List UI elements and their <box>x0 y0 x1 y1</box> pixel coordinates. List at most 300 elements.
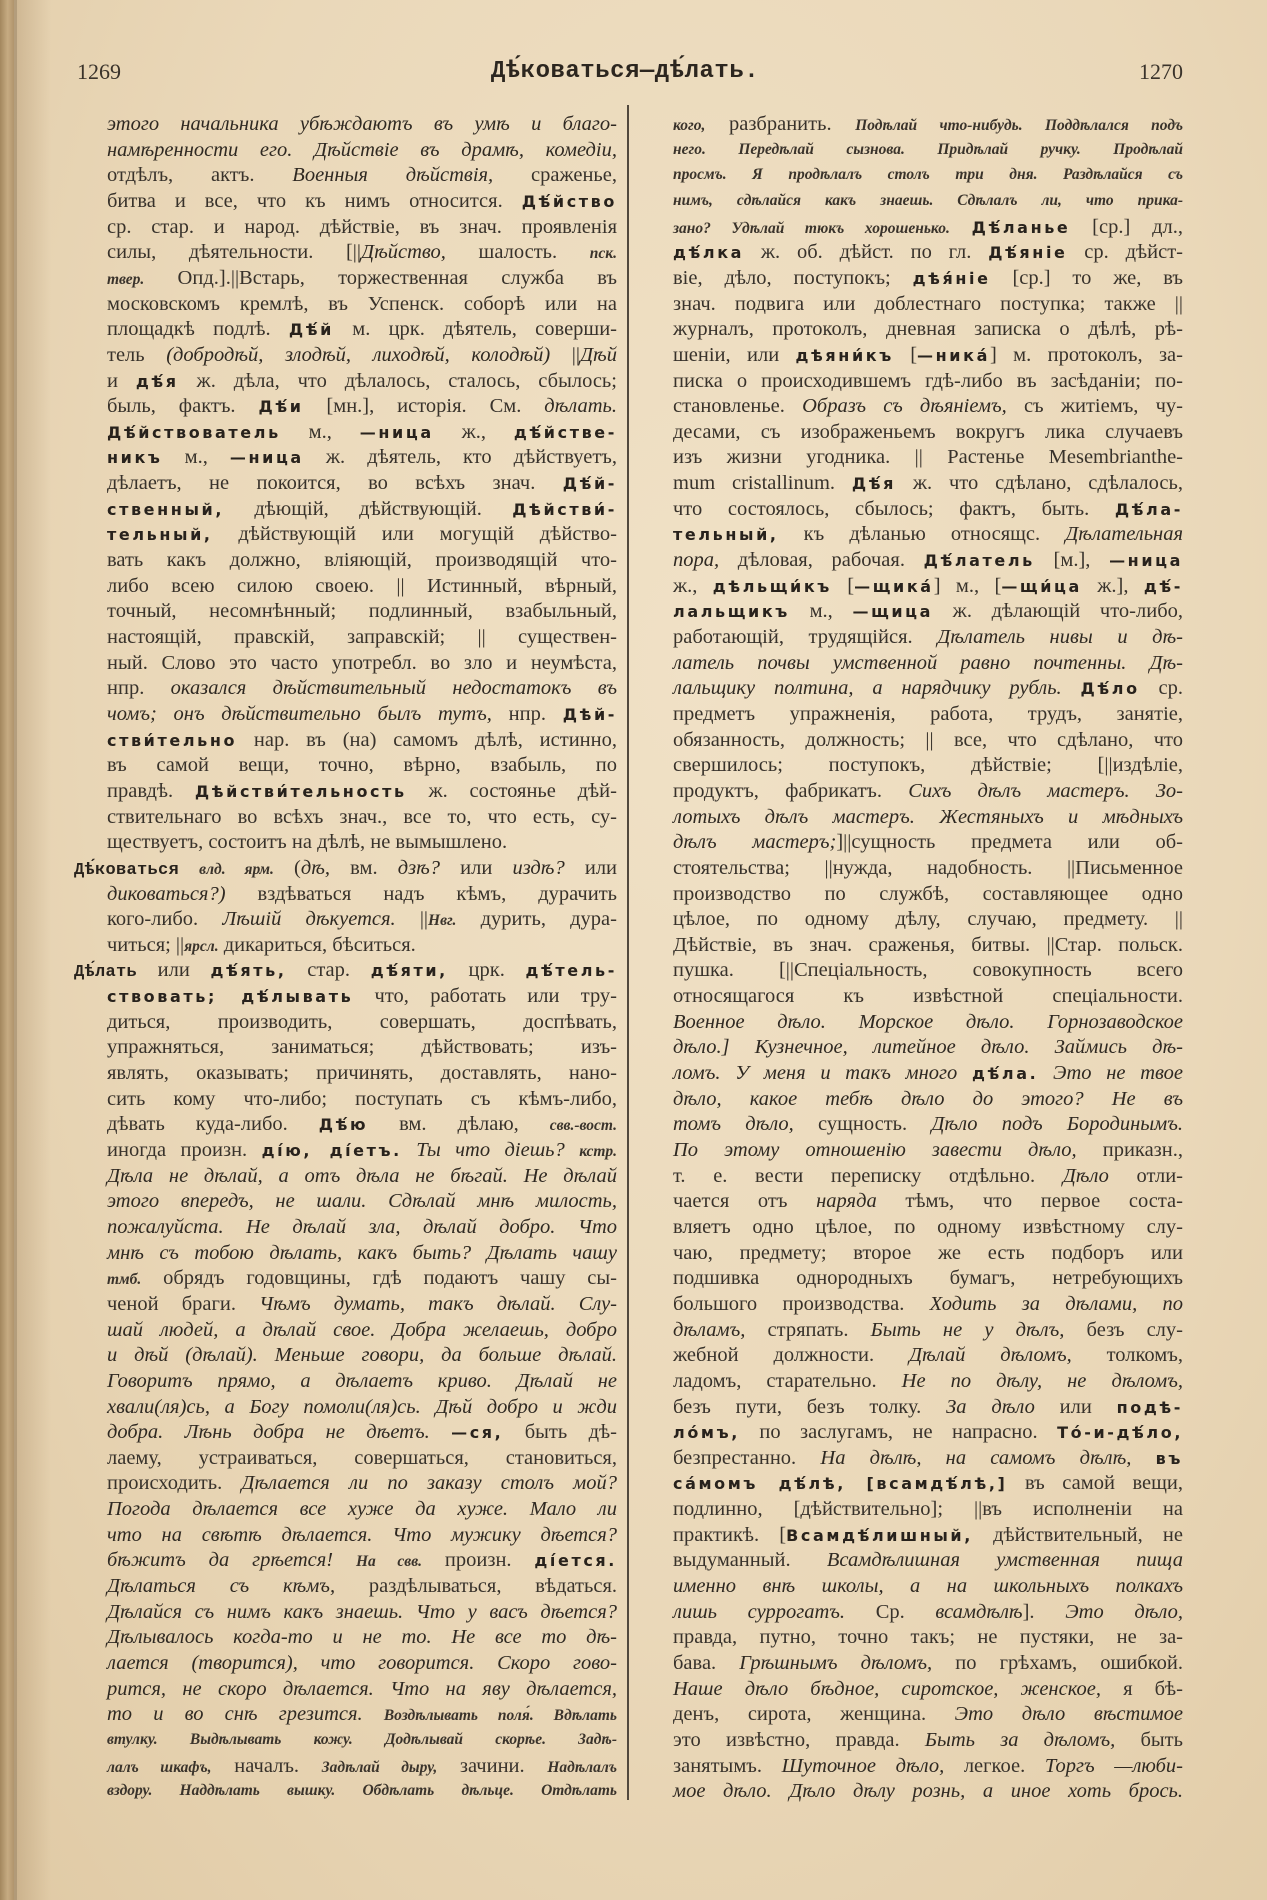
text-run: или <box>137 959 211 982</box>
text-line <box>673 1214 1183 1240</box>
text-line <box>74 855 617 881</box>
abbreviation: лалъ шкафъ, <box>107 1758 212 1776</box>
italic-example: Дѣлается ли по заказу столъ мой? <box>241 1472 618 1495</box>
text-run: ср. дѣйст- <box>1067 241 1184 264</box>
text-run: ( <box>273 856 301 879</box>
text-line <box>107 1573 617 1599</box>
text-line <box>673 1573 1183 1599</box>
headword: Дѣ́ла- <box>1114 499 1183 519</box>
headword: Всамдѣ́лишный, <box>786 1525 973 1545</box>
italic-example: шай людей, а дѣлай свое. Добра желаешь, добро <box>107 1318 617 1341</box>
text-line <box>107 1753 617 1779</box>
text-run: нпр. <box>107 677 171 700</box>
page-number-right: 1270 <box>1139 59 1183 84</box>
text-line <box>673 1701 1183 1727</box>
headword: стви́тельно <box>107 730 238 750</box>
text-line <box>107 1342 617 1368</box>
text-line <box>107 1265 617 1291</box>
text-run: журналъ, протоколъ, дневная записка о дѣлѣ, рѣ- <box>673 318 1183 341</box>
text-line <box>673 496 1183 522</box>
text-line <box>107 906 617 932</box>
abbreviation: вздору. Наддѣлать вышку. Обдѣлать дѣльце. Отдѣлать <box>107 1782 617 1800</box>
headword: Дѣйстви́тельность <box>194 781 407 801</box>
italic-example: что на свѣтѣ дѣлается. Что мужику дѣется? <box>107 1523 617 1546</box>
text-run: безпрестанно. <box>673 1446 821 1469</box>
gutter-shadow <box>17 0 51 1900</box>
italic-example: мое дѣло. Дѣло дѣлу рознь, а иное хоть брось. <box>673 1780 1183 1803</box>
page-title: Дѣ́коваться—дѣ́лать. <box>490 58 760 85</box>
italic-example: то и во снѣ грезится. <box>107 1703 363 1726</box>
text-run: дикариться, бѣситься. <box>218 933 416 956</box>
headword: дѣяни́къ <box>795 345 894 365</box>
italic-example: лается (творится), что говорится. Скоро гово- <box>107 1652 617 1674</box>
text-run: сраженье, <box>493 164 617 187</box>
headword: тельный, <box>673 525 779 545</box>
text-line <box>107 1060 617 1086</box>
text-run: продуктъ, фабрикатъ. <box>673 779 909 802</box>
text-line <box>107 265 617 291</box>
italic-example: Дѣло подъ Бородинымъ. <box>931 1113 1183 1136</box>
text-run: ] м. протоколъ, за- <box>989 343 1183 366</box>
text-run: чаю, предмету; второе же есть подборъ или <box>673 1241 1183 1264</box>
abbreviation: втулку. Выдѣлывать кожу. Додѣлывай скорѣе. Задѣ- <box>107 1730 617 1748</box>
headword: Дѣ́й <box>288 320 334 340</box>
text-run: или <box>440 856 513 879</box>
text-line <box>107 1137 617 1163</box>
text-line <box>107 214 617 240</box>
abbreviation: влд. ярм. <box>199 860 274 878</box>
italic-example: Быть не у дѣлъ, <box>870 1318 1065 1341</box>
text-line <box>673 727 1183 753</box>
text-line <box>107 1317 617 1343</box>
text-run: быть дѣ- <box>503 1421 617 1444</box>
text-line <box>673 1727 1183 1753</box>
abbreviation: зано? Удѣлай тюкъ хорошенько. <box>673 219 950 237</box>
headword: ді́ю, ді́етъ. <box>261 1141 402 1160</box>
column-divider <box>627 105 629 1800</box>
text-line <box>673 1240 1183 1266</box>
text-line <box>673 1650 1183 1676</box>
italic-example: Дѣлательная <box>1065 523 1183 546</box>
text-line <box>107 1240 617 1266</box>
headword: тельный, <box>107 525 213 545</box>
text-run: силы, дѣятельности. [|| <box>107 241 362 264</box>
italic-example: Военное дѣло. Морское дѣло. Горнозаводское <box>673 1010 1183 1033</box>
text-run: ж. дѣлающій что-либо, <box>933 600 1183 623</box>
headword: Дѣ́и <box>258 397 304 417</box>
text-line <box>673 675 1183 701</box>
text-line <box>107 1470 617 1496</box>
text-line <box>107 1034 617 1060</box>
headword: дѣ́ла. <box>972 1064 1039 1084</box>
text-line <box>107 1163 617 1189</box>
text-line <box>107 624 617 650</box>
text-line <box>107 1727 617 1753</box>
text-line <box>107 598 617 624</box>
text-line <box>673 265 1183 291</box>
text-run: площадкѣ подлѣ. <box>107 318 289 341</box>
text-run: большого производства. <box>673 1292 930 1315</box>
page-number-left: 1269 <box>77 59 121 84</box>
abbreviation: кого, <box>673 117 706 134</box>
headword: ствовать; дѣ́лывать <box>107 987 354 1007</box>
italic-example: дѣло, какое тебѣ дѣло до этого? Не въ <box>673 1087 1183 1110</box>
text-run: по грѣхамъ, ошибкой. <box>932 1652 1183 1674</box>
text-run: Опд.].||Встарь, торжественная служба въ <box>144 266 617 289</box>
text-run: ж. что сдѣлано, сдѣлалось, <box>896 472 1183 495</box>
entry-headword: Дѣ́коваться <box>74 860 180 880</box>
headword: Дѣ́ло <box>1080 679 1140 699</box>
text-run: по заслугамъ, не напрасно. <box>739 1421 1058 1444</box>
text-run: ж., <box>673 574 713 597</box>
text-line <box>107 188 617 214</box>
text-run: бава. <box>673 1652 740 1674</box>
text-line <box>107 727 617 753</box>
text-run: битва и все, что къ нимъ относится. <box>107 189 522 212</box>
headword: дѣ́я <box>135 371 179 391</box>
italic-example: диковаться?) <box>107 882 226 905</box>
right-column <box>673 111 1183 1811</box>
text-line <box>107 1111 617 1137</box>
text-line <box>673 650 1183 676</box>
italic-example: наряда <box>816 1190 877 1213</box>
text-line <box>107 547 617 573</box>
text-run <box>730 1036 755 1058</box>
text-line <box>673 1470 1183 1496</box>
headword: дѣ́йстве- <box>513 422 617 442</box>
italic-example: намѣренности его. Дѣйствіе въ драмѣ, комедіи, <box>107 138 617 161</box>
text-run: легкое. <box>944 1754 1045 1777</box>
text-line <box>107 752 617 778</box>
text-line <box>673 598 1183 624</box>
italic-example: Ходить за дѣлами, по <box>929 1292 1183 1315</box>
text-run <box>950 216 972 238</box>
text-run: ж. состоянье дѣй- <box>406 779 617 802</box>
italic-example: ломъ. У меня и такъ много <box>673 1062 958 1085</box>
headword: дѣ́- <box>1143 576 1183 596</box>
text-run: кого-либо. <box>107 908 223 931</box>
text-line <box>673 881 1183 907</box>
text-line <box>107 1291 617 1317</box>
text-run: началъ. <box>211 1754 322 1777</box>
italic-example: добра. Лѣнь добра не дѣетъ. <box>107 1421 430 1444</box>
italic-example: хвали(ля)сь, а Богу помоли(ля)сь. Дѣй добро и жди <box>107 1395 617 1418</box>
text-run: ]. <box>1022 1600 1066 1623</box>
italic-example: Дѣло <box>1062 1164 1109 1187</box>
text-line <box>107 1650 617 1676</box>
text-line <box>673 291 1183 317</box>
text-line <box>107 1086 617 1112</box>
italic-example: Грѣшнымъ дѣломъ, <box>739 1652 933 1674</box>
italic-example: дѣламъ, <box>673 1318 746 1341</box>
text-run: подшивка однородныхъ бумагъ, нетребующихъ <box>673 1267 1183 1290</box>
headword: То́-и-дѣ́ло, <box>1057 1423 1183 1443</box>
text-run: десами, съ изображеньемъ вокругъ лика случаевъ <box>673 420 1183 443</box>
text-run: денъ, сирота, женщина. <box>673 1703 955 1726</box>
text-run: безъ пути, безъ толку. <box>673 1395 947 1418</box>
headword: лальщикъ <box>673 602 790 622</box>
text-line <box>107 1522 617 1548</box>
text-line <box>107 1547 617 1573</box>
text-run: нар. въ (на) самомъ дѣлѣ, истинно, <box>237 728 617 751</box>
text-run: быть <box>1115 1728 1183 1751</box>
text-run: црк. <box>447 959 526 982</box>
text-line <box>107 111 617 137</box>
headword: Дѣ́ланье <box>971 217 1071 237</box>
text-run <box>430 1421 451 1443</box>
text-line <box>673 1342 1183 1368</box>
italic-example: всамдѣлѣ <box>935 1600 1023 1623</box>
text-line <box>107 1394 617 1420</box>
text-run: [ср.] то же, въ <box>990 266 1183 289</box>
text-line <box>673 547 1183 573</box>
italic-example: Говоритъ прямо, а дѣлаетъ криво. Дѣлай не <box>107 1369 617 1392</box>
text-line <box>107 393 617 419</box>
text-run: безъ слу- <box>1064 1318 1183 1341</box>
text-line <box>673 1753 1183 1779</box>
text-run: [ <box>893 343 918 366</box>
text-line <box>673 778 1183 804</box>
text-line <box>673 1624 1183 1650</box>
text-run: отдѣлъ, актъ. <box>107 164 293 187</box>
italic-example: лальщику полтина, а нарядчику рубль. <box>673 677 1062 700</box>
italic-example: Дѣлывалось когда-то и не то. Не все то дѣ- <box>107 1626 617 1649</box>
text-line <box>673 1034 1183 1060</box>
headword: ственный, <box>107 499 225 519</box>
text-line <box>673 573 1183 599</box>
text-run: вать какъ должно, вліяющій, производящій что- <box>107 549 617 572</box>
headword: —ся, <box>451 1423 504 1443</box>
italic-example: За дѣло <box>946 1395 1035 1418</box>
text-line <box>107 1778 617 1804</box>
text-line <box>673 1599 1183 1625</box>
headword: ло́мъ, <box>673 1423 740 1443</box>
headword: —ница <box>359 422 434 442</box>
text-line <box>107 573 617 599</box>
text-line <box>107 137 617 163</box>
text-line <box>107 804 617 830</box>
text-line <box>673 957 1183 983</box>
text-run <box>565 1139 579 1161</box>
headword: —ника́ <box>917 345 990 365</box>
text-run: относящагося къ извѣстной спеціальности. <box>673 985 1183 1008</box>
text-line <box>107 1701 617 1727</box>
italic-example: Дѣлатель нивы и дѣ- <box>937 626 1183 648</box>
text-run: Дѣйствіе, въ знач. сраженья, битвы. ||Стар. польск. <box>673 933 1183 956</box>
text-line <box>673 1291 1183 1317</box>
text-run: пушка. [||Спеціальность, совокупность всего <box>673 959 1183 982</box>
italic-example: Кузнечное, литейное дѣло. Займись дѣ- <box>754 1036 1184 1059</box>
italic-example: Дѣла не дѣлай, а отъ дѣла не бѣгай. Не дѣлай <box>107 1164 617 1187</box>
text-line <box>673 906 1183 932</box>
text-run: выдуманный. <box>673 1549 827 1572</box>
text-run: настоящій, правскій, заправскій; || существен- <box>107 626 617 648</box>
italic-example: Дѣлай дѣломъ, <box>908 1344 1072 1367</box>
text-run: нпр. <box>491 702 563 725</box>
text-line <box>673 1394 1183 1420</box>
text-run: м., <box>162 446 230 469</box>
abbreviation: свв.-вост. <box>549 1117 617 1135</box>
text-line <box>673 214 1183 240</box>
text-run: стар. <box>286 959 371 982</box>
italic-example: лотыхъ дѣлъ мастеръ. Жестяныхъ и мѣдныхъ <box>673 805 1183 828</box>
italic-example: Шуточное дѣло, <box>781 1754 945 1777</box>
italic-example: оказался дѣйствительный недостатокъ въ <box>170 677 617 700</box>
text-line <box>673 162 1183 188</box>
text-run: становленье. <box>673 395 803 418</box>
text-run: дѣйствующій или могущій дѣйство- <box>212 523 617 546</box>
text-line <box>107 1624 617 1650</box>
text-run: отли- <box>1108 1164 1183 1187</box>
text-line <box>673 444 1183 470</box>
text-line <box>107 1009 617 1035</box>
italic-example: По этому отношенію завести дѣло, <box>673 1139 1077 1161</box>
italic-example: именно внѣ школы, а на школьныхъ полкахъ <box>673 1575 1183 1598</box>
text-run: цѣлое, по одному дѣлу, случаю, предмету. || <box>673 908 1183 931</box>
text-line <box>107 1496 617 1522</box>
italic-example: Быть за дѣломъ, <box>924 1728 1116 1751</box>
text-run: московскомъ кремлѣ, въ Успенск. соборѣ или на <box>107 292 617 315</box>
text-run: [м.], <box>1034 549 1110 572</box>
text-run: правдѣ. <box>107 779 195 802</box>
text-line <box>107 419 617 445</box>
text-run: ] м., [ <box>933 574 1002 597</box>
text-run: диться, производить, совершать, доспѣвать, <box>107 1010 617 1033</box>
text-line <box>107 368 617 394</box>
text-run: производство по службѣ, составляющее одно <box>673 882 1183 905</box>
italic-example: Всамдѣлишная умственная пища <box>826 1549 1183 1572</box>
text-run: ж. дѣятель, кто дѣйствуетъ, <box>303 446 617 469</box>
text-run <box>1131 1447 1155 1469</box>
text-line <box>107 983 617 1009</box>
text-run: вм. <box>330 856 398 879</box>
text-run: || <box>395 908 429 931</box>
abbreviation: твер. <box>107 270 145 288</box>
text-run: правда, путно, точно такъ; не пустяки, не за- <box>673 1626 1183 1649</box>
text-line <box>673 804 1183 830</box>
headword: дѣ́ять, <box>210 961 287 981</box>
text-run: я бѣ- <box>1100 1677 1183 1700</box>
italic-example: Чѣмъ думать, такъ дѣлай. Слу- <box>259 1292 617 1315</box>
text-run: подлинно, [дѣйствительно]; ||въ исполненіи на <box>673 1498 1183 1521</box>
text-run: ж., <box>433 420 514 443</box>
text-run: дѣвать куда-либо. <box>107 1113 319 1136</box>
text-line <box>673 1137 1183 1163</box>
text-run: или <box>1034 1395 1117 1418</box>
text-line <box>107 650 617 676</box>
text-run: [ср.] дл., <box>1070 215 1184 238</box>
italic-example: На дѣлѣ, на самомъ дѣлѣ, <box>820 1446 1132 1469</box>
text-run: или <box>564 856 618 879</box>
italic-example: Наше дѣло бѣдное, сиротское, женское, <box>673 1677 1101 1700</box>
text-run: шалость. <box>445 241 590 264</box>
headword: —щи́ца <box>1001 576 1082 596</box>
italic-example: Ты что діешь? <box>416 1139 565 1161</box>
headword: Дѣйстви́- <box>512 499 617 519</box>
italic-example: латель почвы умственной равно почтенны. Дѣ- <box>673 651 1183 674</box>
text-line <box>673 701 1183 727</box>
italic-example: Сихъ дѣлъ мастеръ. Зо- <box>908 779 1183 802</box>
abbreviation: кстр. <box>579 1143 618 1160</box>
italic-example: рится, не скоро дѣлается. Что на яву дѣлается, <box>107 1677 617 1700</box>
headword: Дѣ́йствователь <box>107 422 281 442</box>
italic-example: мнѣ съ тобою дѣлать, какъ быть? Дѣлать чашу <box>107 1241 617 1264</box>
text-run: приказн., <box>1076 1139 1183 1161</box>
text-line <box>673 1188 1183 1214</box>
text-line <box>107 1214 617 1240</box>
text-run: mum cristallinum. <box>673 472 852 495</box>
text-line <box>673 1265 1183 1291</box>
text-run: ж. об. дѣйст. по гл. <box>744 241 989 264</box>
text-line <box>107 1676 617 1702</box>
text-line <box>107 881 617 907</box>
text-run: что, работать или тру- <box>353 985 618 1008</box>
text-run: тель <box>107 343 167 366</box>
text-line <box>673 470 1183 496</box>
text-line <box>107 1188 617 1214</box>
text-line <box>107 521 617 547</box>
italic-example: лишь суррогатъ. <box>673 1600 846 1623</box>
italic-example: пожалуйста. Не дѣлай зла, дѣлай добро. Что <box>107 1215 617 1238</box>
text-line <box>673 1496 1183 1522</box>
text-run: [ <box>831 574 855 597</box>
text-run: ченой браги. <box>107 1292 260 1315</box>
text-run: дурить, дура- <box>456 908 617 931</box>
abbreviation: Надѣлалъ <box>547 1758 618 1776</box>
text-run: толкомъ, <box>1071 1344 1183 1367</box>
abbreviation: тмб. <box>107 1271 142 1289</box>
text-run: м., <box>280 420 360 443</box>
text-run: [мн.], исторія. См. <box>303 395 545 418</box>
headword: дѣльщи́къ <box>712 576 832 596</box>
italic-example: Образъ съ дѣяніемъ, <box>802 395 1007 418</box>
text-line <box>673 752 1183 778</box>
headword: дѣ́тель- <box>525 961 617 981</box>
text-line <box>673 1445 1183 1471</box>
text-run: Ср. <box>845 1600 936 1623</box>
text-line <box>673 1111 1183 1137</box>
italic-example: Дѣлайся съ нимъ какъ знаешь. Что у васъ дѣется? <box>107 1600 617 1623</box>
text-line <box>673 342 1183 368</box>
text-line <box>107 778 617 804</box>
italic-example: и дѣй (дѣлай). Меньше говори, да больше дѣлай. <box>107 1344 617 1367</box>
abbreviation: На свв. <box>356 1553 423 1571</box>
text-line <box>673 1317 1183 1343</box>
italic-example: этого начальника убѣждаютъ въ умѣ и благо- <box>107 113 617 135</box>
text-run: ж.], <box>1081 574 1144 597</box>
italic-example: Погода дѣлается все хуже да хуже. Мало ли <box>107 1498 617 1521</box>
text-run: || <box>550 343 581 366</box>
text-line <box>673 1368 1183 1394</box>
text-run: свершилось; поступокъ, дѣйствіе; [||издѣліе, <box>673 754 1183 777</box>
text-line <box>673 393 1183 419</box>
text-run: ж. дѣла, что дѣлалось, сталось, сбылось; <box>178 369 617 392</box>
text-run <box>179 857 199 879</box>
italic-example: Военныя дѣйствія, <box>292 164 494 187</box>
text-line <box>107 496 617 522</box>
headword: Дѣ́йство <box>521 191 617 211</box>
headword: са́момъ дѣ́лѣ, [всамдѣ́лѣ,] <box>673 1474 1008 1494</box>
text-line <box>107 932 617 958</box>
text-run: зачини. <box>437 1754 548 1777</box>
italic-example: дѣ, <box>300 856 331 879</box>
text-run: ср. <box>1139 677 1184 700</box>
text-line <box>107 1445 617 1471</box>
text-run: произн. <box>422 1549 535 1572</box>
text-run: что состоялось, сбылось; фактъ, быть. <box>673 497 1115 520</box>
text-run: лаему, устраиваться, совершаться, становиться, <box>107 1446 617 1469</box>
italic-example: Это не твое <box>1053 1062 1184 1085</box>
